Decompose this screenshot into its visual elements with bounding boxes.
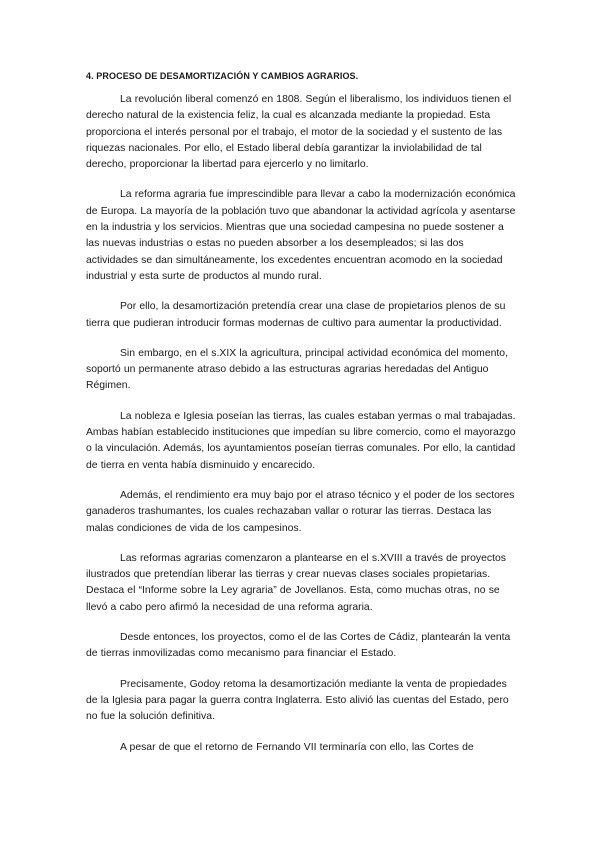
section-heading: 4. PROCESO DE DESAMORTIZACIÓN Y CAMBIOS AGRARIOS. bbox=[86, 71, 359, 81]
paragraph: Por ello, la desamortización pretendía crear una clase de propietarios plenos de su tierra que pudieran introducir formas modernas de cultivo para aumentar la productividad. bbox=[86, 301, 506, 329]
paragraph: La reforma agraria fue imprescindible para llevar a cabo la modernización económica de Europa. La mayoría de la población tuvo que abandonar la actividad agrícola y asentarse en la industria y los servicios. Mientras que una sociedad campesina no puede sostener a las nuevas industrias o estas no pueden absorber a los desempleados; si las dos actividades se dan simultáneamente, los excedentes encuentran acomodo en la sociedad industrial y esta surte de productos al mundo rural. bbox=[86, 189, 516, 282]
paragraph: Las reformas agrarias comenzaron a plantearse en el s.XVIII a través de proyectos ilustrados que pretendían liberar las tierras y crear nuevas clases sociales propietarias. Destaca el “Informe sobre la Ley agraria” de Jovellanos. Esta, como muchas otras, no se llevó a cabo pero afirmó la necesidad de una reforma agraria. bbox=[86, 552, 506, 613]
paragraph: La nobleza e Iglesia poseían las tierras, las cuales estaban yermas o mal trabajadas. Ambas habían establecido instituciones que impedían su libre comercio, como el mayorazgo o la vinculación. Además, los ayuntamientos poseían tierras comunales. Por ello, la cantidad de tierra en venta había disminuido y encarecido. bbox=[86, 410, 516, 471]
document-body bbox=[86, 70, 518, 756]
paragraph: Además, el rendimiento era muy bajo por el atraso técnico y el poder de los sectores ganaderos trashumantes, los cuales rechazaban vallar o roturar las tierras. Destaca las malas condiciones de vida de los campesinos. bbox=[86, 489, 515, 534]
paragraph: Desde entonces, los proyectos, como el de las Cortes de Cádiz, plantearán la venta de tierras inmovilizadas como mecanismo para financiar el Estado. bbox=[86, 632, 511, 660]
paragraph: A pesar de que el retorno de Fernando VII terminaría con ello, las Cortes de bbox=[120, 741, 474, 753]
paragraph: Precisamente, Godoy retoma la desamortización mediante la venta de propiedades de la Iglesia para pagar la guerra contra Inglaterra. Esto alivió las cuentas del Estado, pero no fue la solución definitiva. bbox=[86, 678, 509, 723]
paragraph: La revolución liberal comenzó en 1808. Según el liberalismo, los individuos tienen el derecho natural de la existencia feliz, la cual es alcanzada mediante la propiedad. Esta proporciona el interés personal por el trabajo, el motor de la sociedad y el sustento de las riquezas nacionales. Por ello, el Estado liberal debía garantizar la inviolabilidad de tal derecho, proporcionar la libertad para ejercerlo y no limitarlo. bbox=[86, 94, 512, 171]
paragraph: Sin embargo, en el s.XIX la agricultura, principal actividad económica del momento, soportó un permanente atraso debido a las estructuras agrarias heredadas del Antiguo Régimen. bbox=[86, 347, 508, 392]
